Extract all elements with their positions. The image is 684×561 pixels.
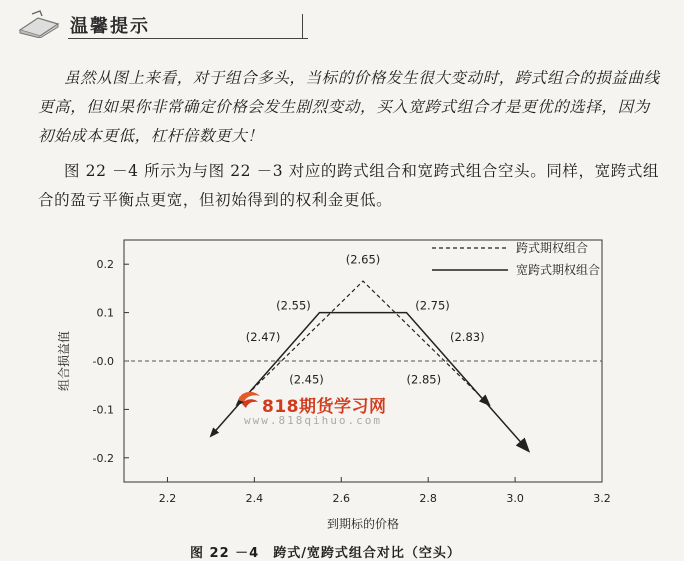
x-axis-label: 到期标的价格 — [326, 517, 400, 531]
x-tick-label: 2.2 — [158, 492, 177, 505]
point-annotation: (2.75) — [415, 298, 450, 313]
x-tick-label: 2.8 — [419, 492, 437, 505]
legend-label: 宽跨式期权组合 — [516, 263, 601, 277]
point-annotation: (2.83) — [449, 329, 485, 344]
tip-divider — [68, 38, 308, 39]
x-tick-label: 2.6 — [332, 492, 351, 505]
legend-label: 跨式期权组合 — [516, 241, 589, 255]
x-tick-label: 2.4 — [245, 492, 264, 505]
y-tick-label: -0.0 — [92, 355, 114, 368]
book-icon — [18, 10, 62, 38]
point-annotation: (2.47) — [245, 329, 281, 344]
watermark-url: www.818qihuo.com — [244, 414, 382, 427]
payoff-chart — [0, 228, 684, 534]
point-annotation: (2.45) — [289, 372, 324, 387]
point-annotation: (2.85) — [406, 372, 442, 387]
body-paragraph: 图 22 －4 所示为与图 22 －3 对应的跨式组合和宽跨式组合空头。同样，宽跨式组合的盈亏平衡点更宽，但初始得到的权利金更低。 — [38, 162, 660, 209]
y-tick-label: 0.1 — [96, 306, 114, 320]
watermark-name: 818期货学习网 — [262, 397, 387, 417]
tip-title: 温馨提示 — [70, 16, 150, 37]
y-tick-label: -0.1 — [92, 403, 114, 417]
watermark-logo-icon — [236, 388, 262, 410]
tip-header — [18, 6, 318, 40]
y-axis-label: 组合损益值 — [57, 330, 71, 392]
figure-caption: 图 22 －4 跨式/宽跨式组合对比（空头） — [190, 546, 461, 561]
point-annotation: (2.65) — [345, 252, 381, 267]
y-tick-label: 0.2 — [96, 258, 114, 272]
tip-paragraph: 虽然从图上来看，对于组合多头，当标的价格发生很大变动时，跨式组合的损益曲线更高，但如果你非常确定价格会发生剧烈变动，买入宽跨式组合才是更优的选择，因为初始成本更低，杠杆倍数更大！ — [38, 69, 660, 145]
x-tick-label: 3.0 — [506, 492, 524, 505]
point-annotation: (2.55) — [276, 298, 311, 313]
tip-divider-end — [302, 14, 303, 38]
y-tick-label: -0.2 — [92, 451, 114, 465]
x-tick-label: 3.2 — [593, 492, 611, 505]
